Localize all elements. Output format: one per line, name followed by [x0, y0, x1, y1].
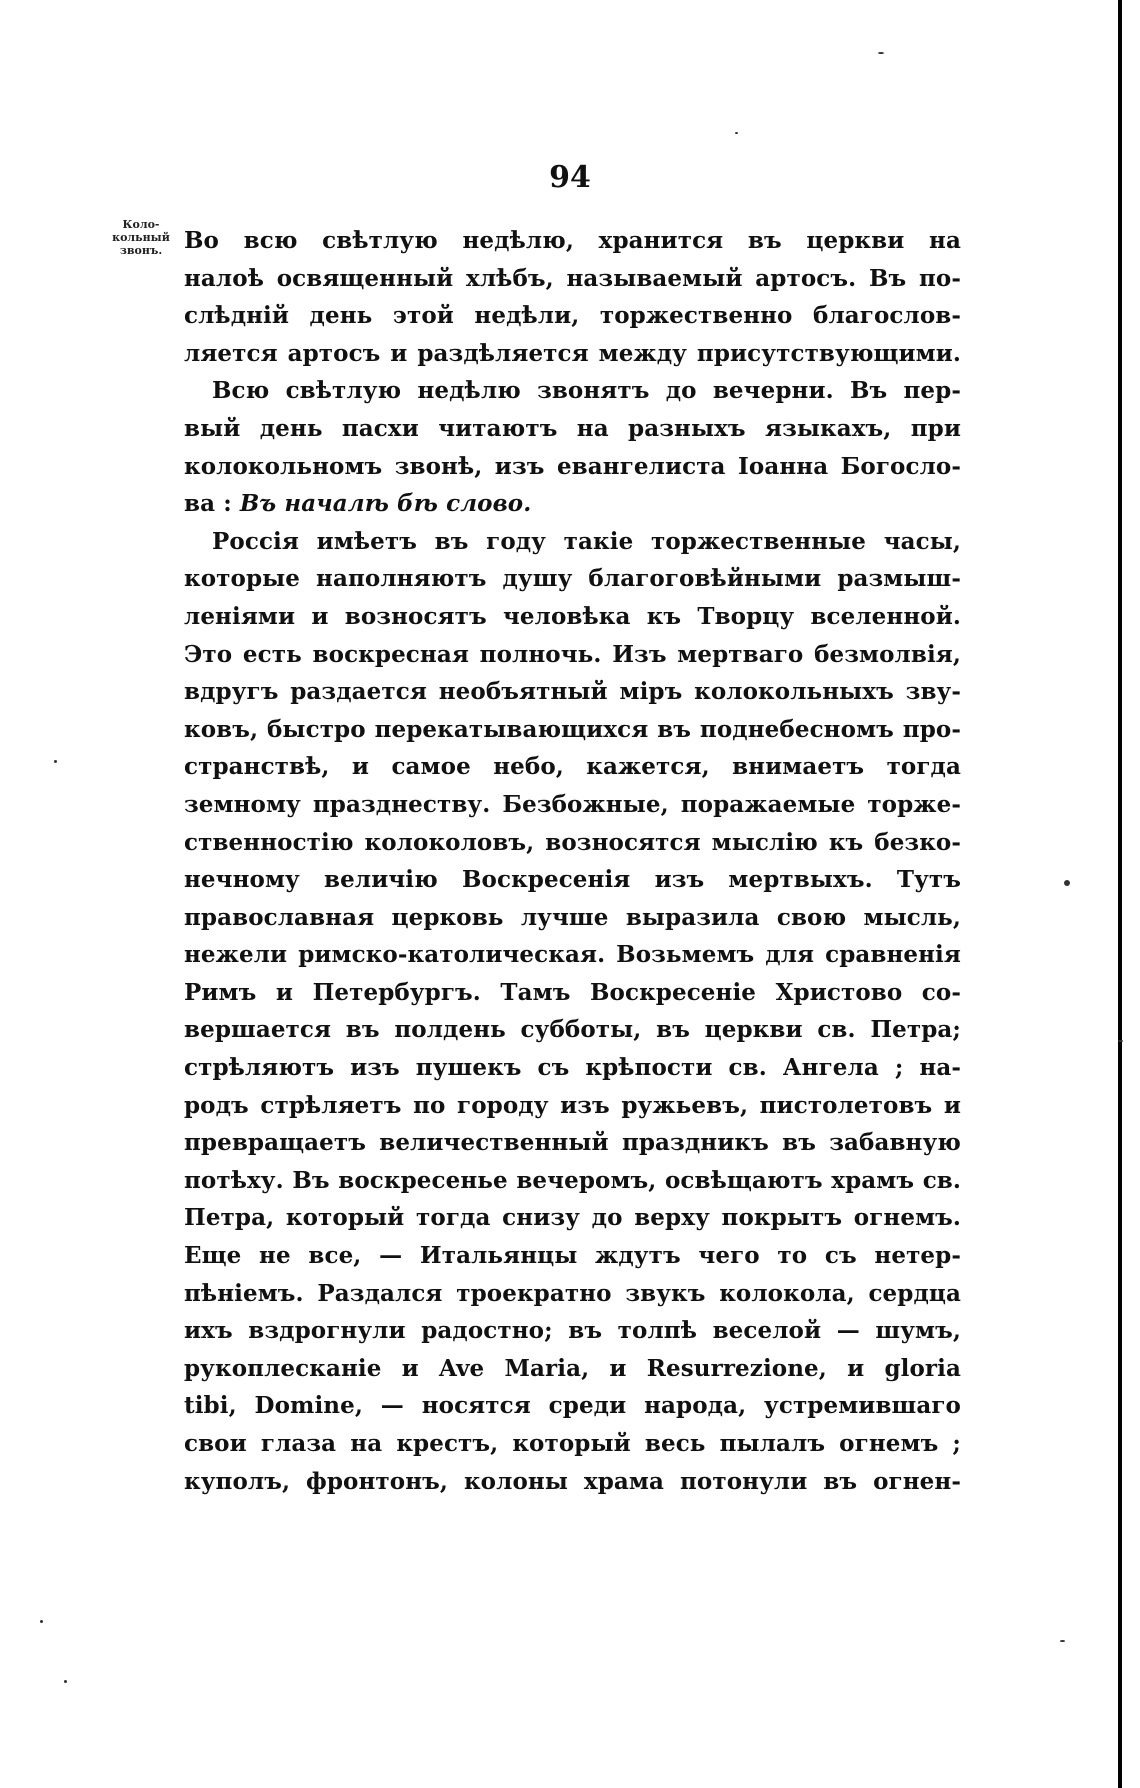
scan-speck: [735, 132, 738, 134]
scan-speck: [54, 760, 57, 763]
text-line: налоѣ освященный хлѣбъ, называемый артосъ. Въ по-: [184, 264, 961, 292]
text-line: вый день пасхи читаютъ на разныхъ языкахъ, при: [184, 414, 961, 442]
text-line: православная церковь лучше выразила свою мысль,: [184, 903, 961, 931]
text-line: Всю свѣтлую недѣлю звонятъ до вечерни. Въ пер-: [212, 377, 961, 405]
text-fragment: ва :: [184, 490, 240, 518]
text-line: Это есть воскресная полночь. Изъ мертваго безмолвія,: [184, 640, 961, 668]
body-text: [184, 222, 961, 1500]
text-line: нежели римско-католическая. Возьмемъ для сравненія: [184, 941, 961, 969]
text-line: рукоплесканіе и Ave Maria, и Resurrezione, и gloria: [184, 1354, 961, 1382]
text-line: пѣніемъ. Раздался троекратно звукъ колокола, сердца: [184, 1279, 961, 1307]
margin-note: [110, 218, 172, 257]
text-line: вдругъ раздается необъятный міръ колокольныхъ зву-: [184, 678, 961, 706]
text-line: стрѣляютъ изъ пушекъ съ крѣпости св. Ангела ; на-: [184, 1054, 961, 1082]
text-line: потѣху. Въ воскресенье вечеромъ, освѣщаютъ храмъ св.: [184, 1166, 961, 1194]
text-line: вершается въ полдень субботы, въ церкви св. Петра;: [184, 1016, 961, 1044]
scan-speck: [1060, 1640, 1065, 1642]
margin-note-line: Коло-: [122, 218, 160, 231]
scan-speck: [40, 1620, 43, 1623]
text-line: Во всю свѣтлую недѣлю, хранится въ церкви на: [184, 227, 961, 254]
text-line: которые наполняютъ душу благоговѣйными размыш-: [184, 565, 961, 593]
text-line: нечному величію Воскресенія изъ мертвыхъ. Тутъ: [184, 866, 961, 894]
scan-speck: [64, 1680, 67, 1683]
scan-speck: [1064, 880, 1070, 886]
text-line: превращаетъ величественный праздникъ въ забавную: [184, 1129, 961, 1157]
text-line: земному празднеству. Безбожные, поражаемые торже-: [184, 790, 961, 818]
text-line: Россія имѣетъ въ году такіе торжественные часы,: [212, 527, 961, 555]
text-line: ихъ вздрогнули радостно; въ толпѣ веселой — шумъ,: [184, 1317, 961, 1345]
text-line: Еще не все, — Итальянцы ждутъ чего то съ нетер-: [184, 1242, 961, 1270]
scan-speck: [1118, 1040, 1123, 1042]
text-line: свои глаза на крестъ, который весь пылалъ огнемъ ;: [184, 1430, 961, 1457]
page-edge-shadow: [1118, 0, 1122, 1788]
scan-speck: [878, 52, 884, 54]
text-line: tibi, Domine, — носятся среди народа, устремившаго: [184, 1392, 961, 1420]
text-line: странствѣ, и самое небо, кажется, внимаетъ тогда: [184, 753, 961, 781]
italic-quote: Въ началѣ бѣ слово.: [239, 490, 532, 518]
text-line: слѣдній день этой недѣли, торжественно благослов-: [184, 302, 961, 330]
text-line: ляется артосъ и раздѣляется между присутствующими.: [184, 339, 961, 367]
margin-note-line: звонъ.: [119, 244, 163, 257]
margin-note-line: кольный: [112, 231, 170, 244]
text-line: Римъ и Петербургъ. Тамъ Воскресеніе Христово со-: [184, 978, 961, 1006]
page-number: 94: [549, 160, 591, 195]
text-line: ственностію колоколовъ, возносятся мыслію къ безко-: [184, 828, 961, 856]
text-line: родъ стрѣляетъ по городу изъ ружьевъ, пистолетовъ и: [184, 1091, 961, 1119]
text-line: колокольномъ звонѣ, изъ евангелиста Іоанна Богосло-: [184, 452, 961, 480]
text-line: [184, 485, 961, 523]
text-line: леніями и возносятъ человѣка къ Творцу вселенной.: [184, 602, 961, 630]
text-line: ковъ, быстро перекатывающихся въ поднебесномъ про-: [184, 715, 961, 743]
text-line: куполъ, фронтонъ, колоны храма потонули въ огнен-: [184, 1467, 961, 1495]
text-line: Петра, который тогда снизу до верху покрытъ огнемъ.: [184, 1204, 961, 1232]
